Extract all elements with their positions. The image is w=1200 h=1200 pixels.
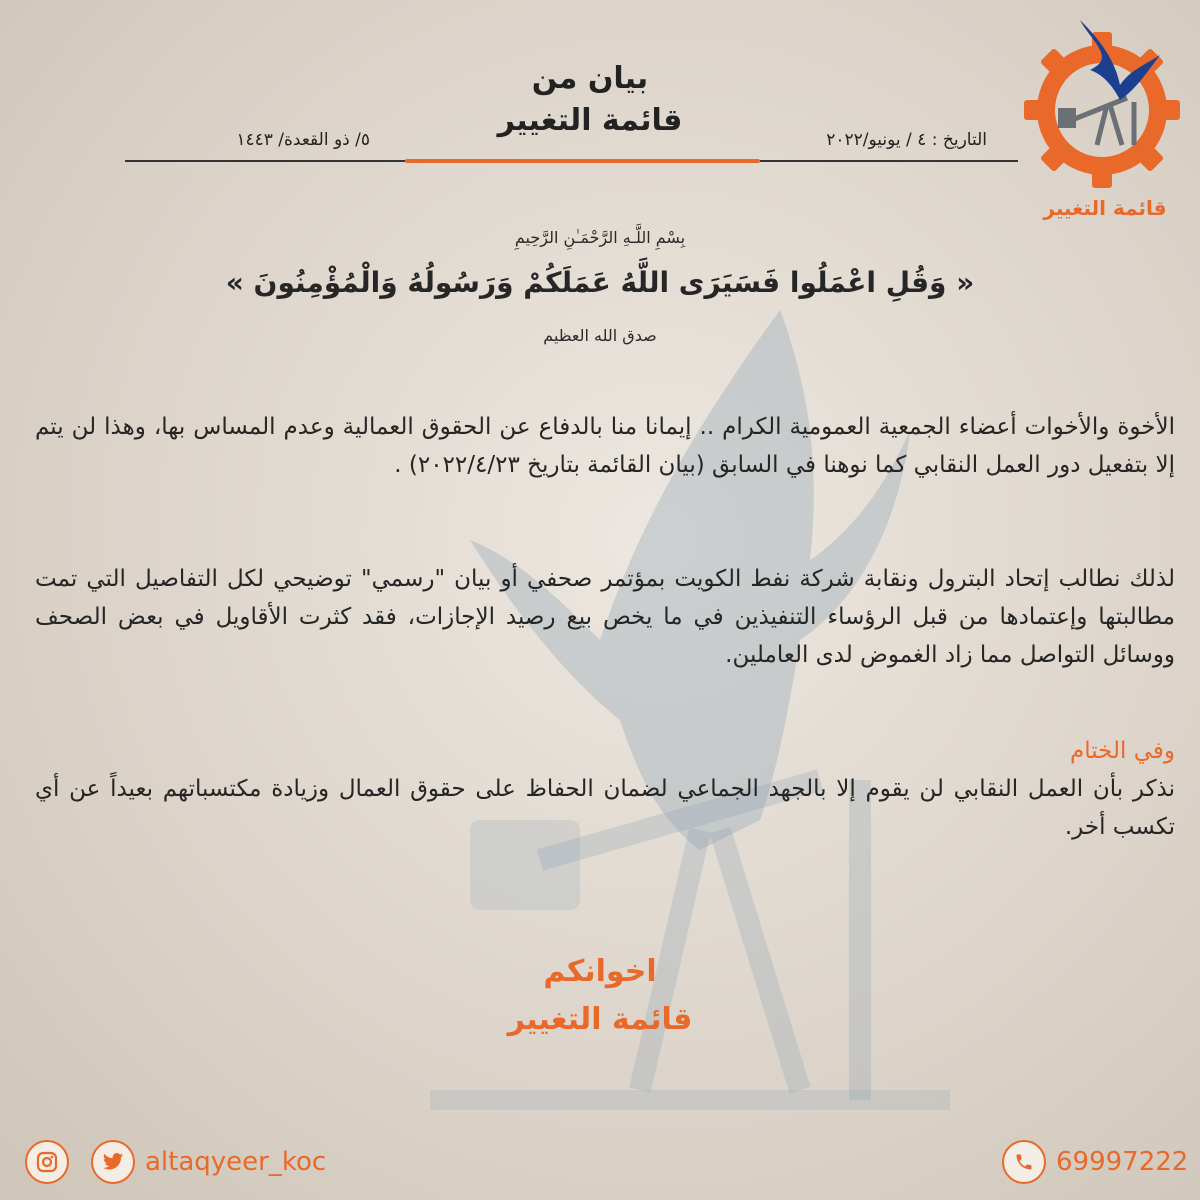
phone-number[interactable]: 69997222 (1056, 1147, 1189, 1177)
closing-heading: وفي الختام (1069, 738, 1175, 764)
title-line-1: بيان من (531, 61, 649, 96)
basmala: بِسْمِ اللَّـهِ الرَّحْمَـٰنِ الرَّحِيمِ (514, 228, 686, 247)
footer-social (25, 1140, 326, 1184)
paragraph-1: الأخوة والأخوات أعضاء الجمعية العمومية الكرام .. إيمانا منا بالدفاع عن الحقوق العمالية وعدم المساس بها، وهذا لن يتم إلا بتفعيل دور العمل النقابي كما نوهنا في السابق (بيان القائمة بتاريخ ٢٠٢٢/٤/٢٣) . (35, 414, 1175, 478)
date-hijri: ٥/ ذو القعدة/ ١٤٤٣ (236, 130, 370, 150)
phone-icon (1002, 1140, 1046, 1184)
quran-verse: « وَقُلِ اعْمَلُوا فَسَيَرَى اللَّهُ عَمَلَكُمْ وَرَسُولُهُ وَالْمُؤْمِنُونَ » (225, 266, 975, 299)
logo (1020, 10, 1190, 220)
paragraph-3: نذكر بأن العمل النقابي لن يقوم إلا بالجهد الجماعي لضمان الحفاظ على حقوق العمال وزيادة مكتسباتهم بعيداً عن أي تكسب أخر. (35, 776, 1175, 840)
logo-caption: قائمة التغيير (1043, 196, 1167, 220)
date-gregorian: التاريخ : ٤ / يونيو/٢٠٢٢ (826, 130, 987, 150)
page-title (420, 58, 760, 142)
header-divider-left (125, 160, 405, 162)
header-divider-accent (405, 159, 760, 163)
signature-line-2: قائمة التغيير (507, 1002, 693, 1037)
twitter-icon[interactable] (91, 1140, 135, 1184)
instagram-icon[interactable] (25, 1140, 69, 1184)
signature (400, 948, 800, 1044)
footer-phone (1002, 1140, 1188, 1184)
paragraph-2: لذلك نطالب إتحاد البترول ونقابة شركة نفط الكويت بمؤتمر صحفي أو بيان "رسمي" توضيحي لكل التفاصيل التي تمت مطالبتها وإعتمادها من قبل الرؤساء التنفيذين في ما يخص بيع رصيد الإجازات، فقد كثرت الأقاويل في بعض الصحف ووسائل التواصل مما زاد الغموض لدى العاملين. (35, 566, 1175, 668)
social-handle[interactable]: altaqyeer_koc (145, 1147, 327, 1177)
gear-pump-eagle-icon (1020, 10, 1190, 190)
title-line-2: قائمة التغيير (497, 103, 683, 138)
verse-closing: صدق الله العظيم (543, 326, 657, 345)
signature-line-1: اخوانكم (543, 954, 657, 989)
header-divider-right (760, 160, 1018, 162)
